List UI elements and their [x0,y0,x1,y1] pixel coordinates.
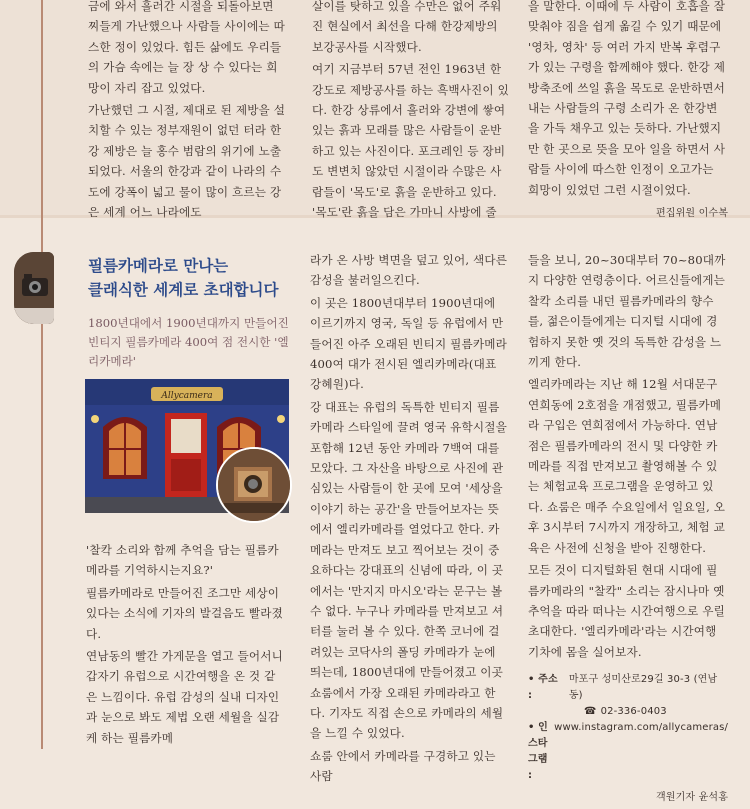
article-title [88,254,298,302]
article-paragraph: 강 대표는 유럽의 독특한 빈티지 필름카메라 스타일에 끌려 영국 유학시절을 포함해 12년 동안 카메라 7백여 대를 모았다. 그 자산을 바탕으로 사진에 관심있는 사람들이 한 곳에 모여 '세상을 이야기 하는 공간'을 만들어보자는 뜻에서 엘리카메라를 열었다고 한다. 카메라는 만져도 보고 찍어보는 것이 중요하다는 강대표의 신념에 따라, 이 곳에서는 '만지지 마시오'라는 문구는 볼 수 없다. 누구나 카메라를 만져보고 셔터를 눌러 볼 수 있다. 한쪽 코너에 걸려있는 코닥사의 폴딩 카메라가 눈에 띄는데, 1800년대에 만들어졌고 이곳 쇼룸에서 가장 오래된 카메라라고 한다. 기자도 직접 손으로 카메라의 세월을 느낄 수 있었다. [310,399,507,741]
article-paragraph: 이 곳은 1800년대부터 1900년대에 이르기까지 영국, 독일 등 유럽에서 만들어진 아주 오래된 빈티지 필름카메라 400여 대가 전시된 엘리카메라(대표 강혜원)다. [310,295,507,392]
top-col3-para: 을 말한다. 이때에 두 사람이 호흡을 잘 맞춰야 짐을 쉽게 옮길 수 있기 때문에 '영차, 영차' 등 여러 가지 반복 후렴구가 있는 구령을 함께해야 했다. 한강 제방축조에 쓰일 흙을 목도로 운반하면서 내는 사람들의 구령 소리가 온 한강변을 가득 채우고 있는 듯하다. 가난했지만 한 곳으로 뜻을 모아 일을 하면서 사람들 사이에 따스한 인정이 오고가는 희망이 있었던 그런 시절이었다. [528,0,726,197]
shop-sign-text: Allycamera [161,391,213,401]
margin-rule [41,0,43,749]
contact-info [528,672,728,784]
article-paragraph: 라가 온 사방 벽면을 덮고 있어, 색다른 감성을 불러일으킨다. [310,253,508,288]
reporter-credit: 객원기자 윤석홍 [656,792,728,804]
camera-badge-icon [14,252,54,324]
address-label: • 주소 : [528,674,558,702]
instagram-label: • 인스타그램 : [528,722,548,782]
phone-row [528,704,728,720]
instagram-link[interactable]: www.instagram.com/allycameras/ [554,722,728,734]
top-column-1 [88,0,288,224]
top-col1-para: 가난했던 그 시절, 제대로 된 제방을 설치할 수 있는 정부재원이 없던 터라 한강 제방은 늘 홍수 범람의 위기에 노출되었다. 서울의 한강과 같이 나라의 수도에 강폭이 넓고 물이 많이 흐르는 강은 세계 어느 나라에도 [88,103,286,220]
phone-icon: ☎ [584,706,597,718]
article-title-line: 클래식한 세계로 초대합니다 [88,281,279,299]
address-row [528,672,728,704]
top-col2-para: 여기 지금부터 57년 전인 1963년 한강도로 제방공사를 하는 흑백사진이 있다. 한강 상류에서 흘러와 강변에 쌓여 있는 흙과 모래를 많은 사람들이 운반하고 있는 사진이다. 포크레인 등 장비도 변변치 않았던 시절이라 수많은 사람들이 '목도'로 흙을 운반하고 있다. '목도'란 흙을 담은 가마니 사방에 줄 [312,62,509,220]
article-paragraph: '찰칵 소리와 함께 추억을 담는 필름카메라를 기억하시는지요?' [86,543,279,578]
phone-value: 02-336-0403 [600,706,667,718]
top-column-2 [312,0,510,224]
address-value: 마포구 성미산로29길 30-3 (연남동) [568,674,718,702]
editor-credit: 편집위원 이수복 [656,208,728,220]
instagram-row [528,720,728,784]
article-paragraph: 필름카메라로 만들어진 조그만 세상이 있다는 소식에 기자의 발걸음도 빨라졌다. [86,585,283,641]
top-col1-para: 금에 와서 흘러간 시절을 되돌아보면 찌들게 가난했으나 사람들 사이에는 따스한 정이 있었다. 힘든 삶에도 우리들의 가슴 속에는 늘 장 상 수 있다는 희망이 자리 잡고 있었다. [88,0,285,95]
article-subtitle: 1800년대에서 1900년대까지 만들어진 빈티지 필름카메라 400여 점 전시한 '엘리카메라' [88,316,289,368]
top-column-3 [528,0,728,224]
article-paragraph: 연남동의 빨간 가게문을 열고 들어서니 갑자기 유럽으로 시간여행을 온 것 같은 느낌이다. 유럽 감성의 실내 디자인과 눈으로 봐도 제법 오랜 세월을 실감케 하는 필름카메 [86,649,283,745]
top-col2-para: 살이를 탓하고 있을 수만은 없어 주워진 현실에서 최선을 다해 한강제방의 보강공사를 시작했다. [312,0,502,54]
article-paragraph: 쇼룸 안에서 카메라를 구경하고 있는 사람 [310,748,496,784]
article-column-3 [528,250,728,809]
article-title-line: 필름카메라로 만나는 [88,257,229,275]
article-paragraph: 들을 보니, 20~30대부터 70~80대까지 다양한 연령층이다. 어르신들에게는 찰칵 소리를 내던 필름카메라의 향수를, 젊은이들에게는 디지털 시대에 경험하지 못한 옛 것의 독특한 감성을 느끼게 한다. [528,253,726,370]
article-column-1 [86,540,286,750]
vintage-camera-inset [216,447,292,523]
article-paragraph: 엘리카메라는 지난 해 12월 서대문구 연희동에 2호점을 개점했고, 필름카메라 구입은 연희점에서 가능하다. 연남점은 필름카메라의 전시 및 다양한 카메라를 직접 만져보고 촬영해볼 수 있는 체험교육 프로그램을 운영하고 있다. 쇼룸은 매주 수요일에서 일요일, 오후 3시부터 7시까지 개장하고, 체험 교육은 사전에 신청을 받아 진행한다. [528,377,726,555]
article-paragraph: 모든 것이 디지털화된 현대 시대에 필름카메라의 "찰칵" 소리는 잠시나마 옛 추억을 따라 떠나는 시간여행으로 우릴 초대한다. '엘리카메라'라는 시간여행 기차에 몸을 실어보자. [528,563,725,659]
article-column-2 [310,250,510,789]
